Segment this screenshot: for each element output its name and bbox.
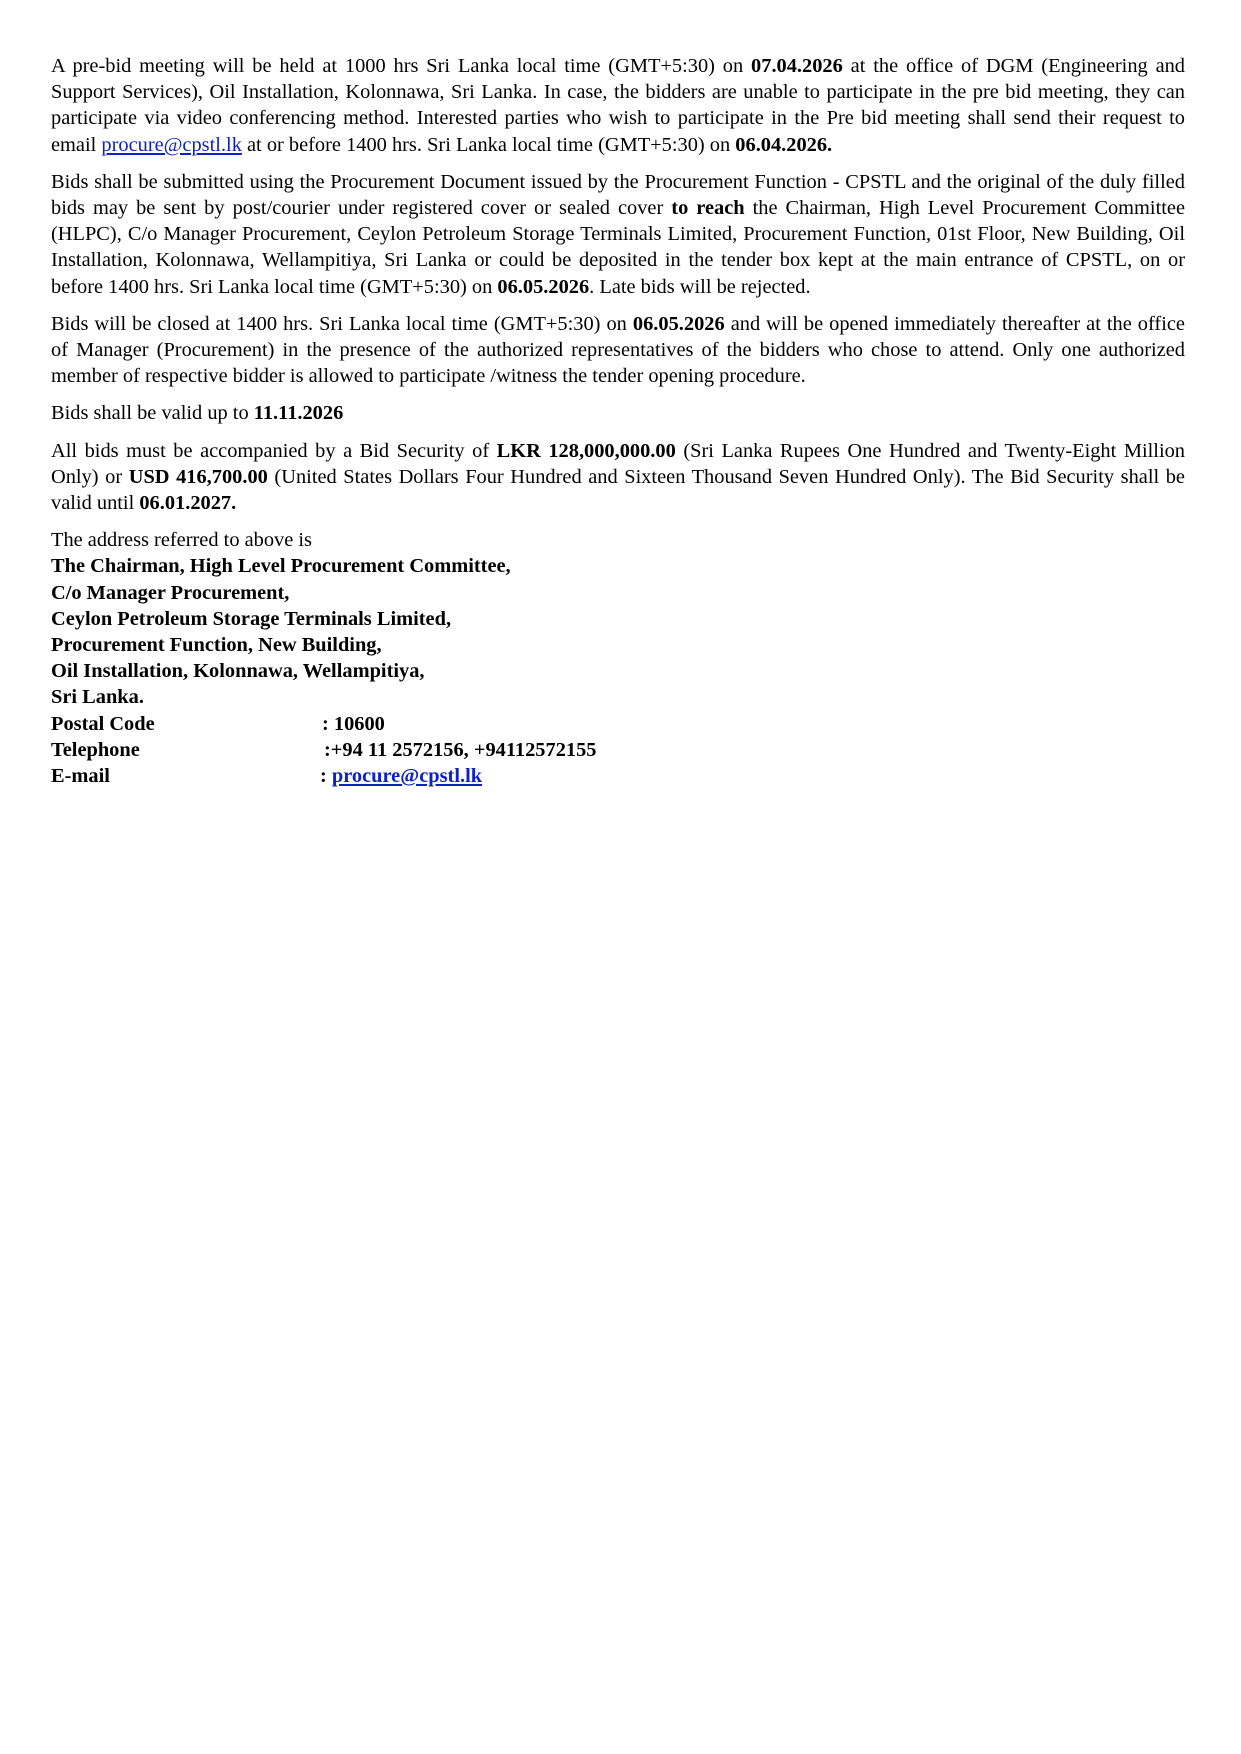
closing-text-1: Bids will be closed at 1400 hrs. Sri Lanka local time (GMT+5:30) on: [51, 312, 633, 335]
address-intro: The address referred to above is: [51, 529, 312, 552]
email-row: [51, 763, 1185, 789]
bid-closing-paragraph: [51, 311, 1185, 390]
email-link[interactable]: procure@cpstl.lk: [331, 765, 483, 788]
submission-text-3: . Late bids will be rejected.: [589, 275, 811, 298]
bid-submission-paragraph: [51, 169, 1185, 300]
postal-code-value: 10600: [333, 712, 385, 735]
address-line: Oil Installation, Kolonnawa, Wellampitiya,: [51, 660, 425, 683]
pre-bid-meeting-paragraph: [51, 53, 1185, 158]
email-label: E-mail: [51, 765, 110, 788]
telephone-separator: :: [324, 738, 331, 761]
postal-code-label: Postal Code: [51, 712, 155, 735]
email-separator: :: [320, 765, 332, 788]
pre-bid-email-link[interactable]: procure@cpstl.lk: [101, 133, 242, 156]
validity-date: 11.11.2026: [253, 402, 344, 425]
security-text-1: All bids must be accompanied by a Bid Security of: [51, 439, 497, 462]
pre-bid-text-2: at the office of DGM (Engineering and Support Services), Oil Installation, Kolonnawa, Sri Lanka. In case, the bidders are unable to participate in the pre bid meeting, they can participate via video conferencing method. Interested parties who wish to participate in the Pre bid meeting shall send their request to email: [51, 55, 1186, 156]
security-amount-usd: USD 416,700.00: [128, 465, 268, 488]
address-block: [51, 527, 1185, 789]
submission-to-reach: to reach: [671, 197, 745, 220]
submission-text-2: the Chairman, High Level Procurement Committee (HLPC), C/o Manager Procurement, Ceylon Petroleum Storage Terminals Limited, Procurement Function, 01st Floor, New Building, Oil Installation, Kolonnawa, Wellampitiya, Sri Lanka or could be deposited in the tender box kept at the main entrance of CPSTL, on or before 1400 hrs. Sri Lanka local time (GMT+5:30) on: [51, 197, 1185, 298]
security-text-3: (United States Dollars Four Hundred and Sixteen Thousand Seven Hundred Only). The Bid Security shall be valid until: [51, 465, 1185, 515]
pre-bid-text-1: A pre-bid meeting will be held at 1000 hrs Sri Lanka local time (GMT+5:30) on: [51, 55, 752, 77]
submission-deadline-date: 06.05.2026: [497, 275, 590, 298]
postal-code-row: [51, 711, 1185, 737]
closing-text-2: and will be opened immediately thereafter at the office of Manager (Procurement) in the presence of the authorized representatives of the bidders who chose to attend. Only one authorized member of respective bidder is allowed to participate /witness the tender opening procedure.: [51, 312, 1185, 388]
telephone-row: [51, 737, 1185, 763]
postal-code-separator: :: [322, 712, 334, 735]
address-line: Sri Lanka.: [51, 686, 144, 709]
address-line: C/o Manager Procurement,: [51, 581, 290, 604]
address-line: Ceylon Petroleum Storage Terminals Limited,: [51, 607, 452, 630]
telephone-label: Telephone: [51, 738, 140, 761]
bid-security-paragraph: [51, 438, 1185, 517]
security-text-2: (Sri Lanka Rupees One Hundred and Twenty-Eight Million Only) or: [51, 439, 1186, 488]
document-page: [51, 53, 1185, 789]
address-line: The Chairman, High Level Procurement Committee,: [51, 555, 511, 578]
security-validity-date: 06.01.2027.: [139, 492, 237, 515]
pre-bid-text-3: at or before 1400 hrs. Sri Lanka local time (GMT+5:30) on: [241, 133, 736, 156]
submission-text-1: Bids shall be submitted using the Procurement Document issued by the Procurement Function - CPSTL and the original of the duly filled bids may be sent by post/courier under registered cover or sealed cover: [51, 170, 1185, 220]
telephone-value: +94 11 2572156, +94112572155: [330, 738, 597, 761]
security-amount-lkr: LKR 128,000,000.00: [496, 439, 676, 462]
bid-validity-paragraph: [51, 400, 1185, 426]
validity-text: Bids shall be valid up to: [51, 402, 254, 425]
pre-bid-meeting-date: 07.04.2026: [751, 55, 843, 77]
address-line: Procurement Function, New Building,: [51, 634, 382, 657]
closing-date: 06.05.2026: [632, 312, 725, 335]
pre-bid-request-deadline: 06.04.2026.: [735, 133, 833, 156]
